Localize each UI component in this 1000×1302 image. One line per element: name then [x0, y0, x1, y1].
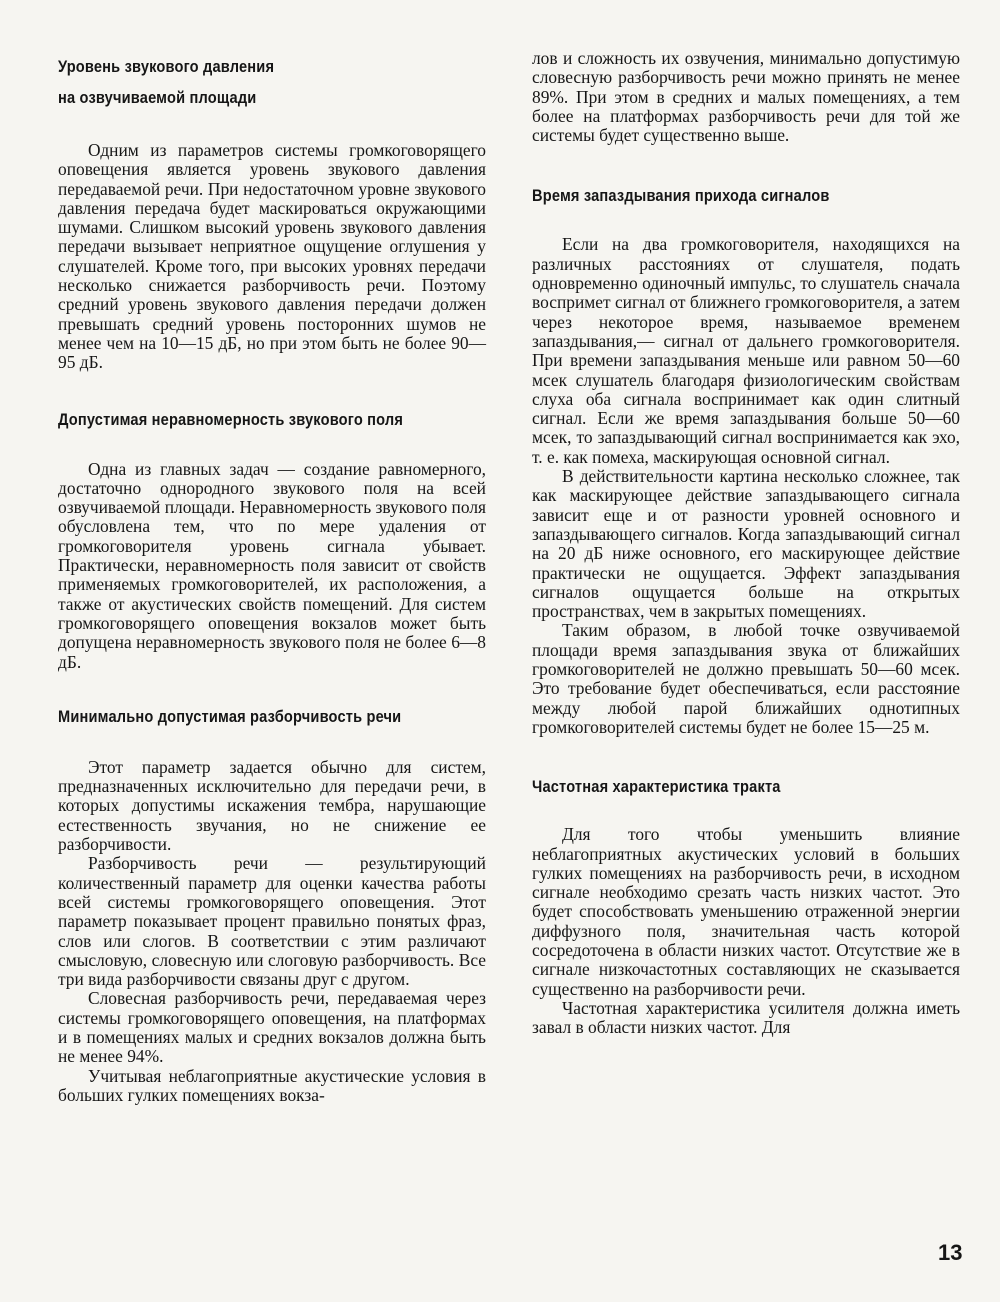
paragraph-continuation: лов и сложность их озвучения, минимально допустимую словесную разборчивость речи можно принять не менее 89%. При этом в средних и малых помещениях, а тем более на платформах разборчивость речи для той же системы будет существенно выше. — [532, 48, 960, 146]
paragraph: В действительности картина несколько сложнее, так как маскирующее действие запаздывающего сигнала зависит еще и от разности уровней основного и запаздывающего сигналов. Когда запаздывающий сигнал на 20 дБ ниже основного, его маскирующее действие практически не ощущается. Эффект запаздывания сигналов ощущается больше на открытых пространствах, чем в закрытых помещениях. — [532, 466, 960, 622]
section-heading-speech-intelligibility: Минимально допустимая разборчивость речи — [58, 706, 402, 726]
paragraph: Этот параметр задается обычно для систем, предназначенных исключительно для передачи речи, в которых допустимы искажения тембра, нарушающие естественность звучания, но не снижение ее разборчивости. — [58, 756, 486, 855]
paragraph: Для того чтобы уменьшить влияние неблагоприятных акустических условий в больших гулких помещениях на разборчивость речи, в исходном сигнале необходимо срезать часть низких частот. Это будет способствовать уменьшению отраженной энергии диффузного поля, значительная часть которой сосредоточена в области низких частот. Отсутствие же в сигнале низкочастотных составляющих не сказывается существенно на разборчивости речи. — [532, 824, 960, 999]
section-heading-field-unevenness: Допустимая неравномерность звукового поля — [58, 409, 404, 429]
page-number: 13 — [938, 1240, 963, 1265]
paragraph: Частотная характеристика усилителя должна иметь завал в области низких частот. Для — [532, 997, 960, 1038]
paragraph: Одна из главных задач — создание равномерного, достаточно однородного звукового поля на всей озвучиваемой площади. Неравномерность звукового поля обусловлена тем, что по мере удаления от громкоговорителя уровень сигнала убывает. Практически, неравномерность поля зависит от свойств применяемых громкоговорителей, их расположения, а также от акустических свойств помещений. Для систем громкоговорящего оповещения вокзалов может быть допущена неравномерность звукового поля не более 6—8 дБ. — [58, 458, 486, 672]
paragraph: Словесная разборчивость речи, передаваемая через системы громкоговорящего оповещения, на платформах и в помещениях малых и средних вокзалов должна быть не менее 94%. — [58, 988, 486, 1067]
section-heading-sound-pressure-line2: на озвучиваемой площади — [58, 88, 257, 107]
left-column — [58, 0, 486, 1105]
right-column — [532, 0, 960, 1037]
section-heading-sound-pressure-line1: Уровень звукового давления — [58, 57, 275, 76]
paragraph: Одним из параметров системы громкоговорящего оповещения является уровень звукового давления передаваемой речи. При недостаточном уровне звукового давления передача будет маскироваться окружающими шумами. Слишком высокий уровень звукового давления передачи вызывает неприятное ощущение оглушения у слушателей. Кроме того, при высоких уровнях передачи несколько снижается разборчивость речи. Поэтому средний уровень звукового давления передачи должен превышать средний уровень посторонних шумов не менее чем на 10—15 дБ, но при этом быть не более 90—95 дБ. — [58, 140, 486, 373]
section-heading-frequency-response: Частотная характеристика тракта — [532, 777, 781, 797]
paragraph: Разборчивость речи — результирующий количественный параметр для оценки качества работы всей системы громкоговорящего оповещения. Этот параметр показывает процент правильно понятых фраз, слов или слогов. В соответствии с этим различают смысловую, словесную или слоговую разборчивость. Все три вида разборчивости связаны друг с другом. — [58, 853, 486, 990]
paragraph: Учитывая неблагоприятные акустические условия в больших гулких помещениях вокза- — [58, 1065, 486, 1105]
section-heading-signal-delay: Время запаздывания прихода сигналов — [532, 186, 830, 206]
paragraph: Если на два громкоговорителя, находящихся на различных расстояниях от слушателя, подать одновременно одиночный импульс, то слушатель сначала воспримет сигнал от ближнего громкоговорителя, а затем через некоторое время, называемое временем запаздывания,— сигнал от дальнего громкоговорителя. При времени запаздывания меньше или равном 50—60 мсек слушатель благодаря физиологическим свойствам слуха оба сигнала воспринимает как один слитный сигнал. Если же время запаздывания больше 50—60 мсек, то запаздывающий сигнал воспринимается как эхо, т. е. как помеха, маскирующая основной сигнал. — [532, 234, 960, 467]
paragraph: Таким образом, в любой точке озвучиваемой площади время запаздывания звука от ближайших громкоговорителей не должно превышать 50—60 мсек. Это требование будет обеспечиваться, если расстояние между любой парой ближайших однотипных громкоговорителей системы будет не более 15—25 м. — [532, 620, 960, 737]
